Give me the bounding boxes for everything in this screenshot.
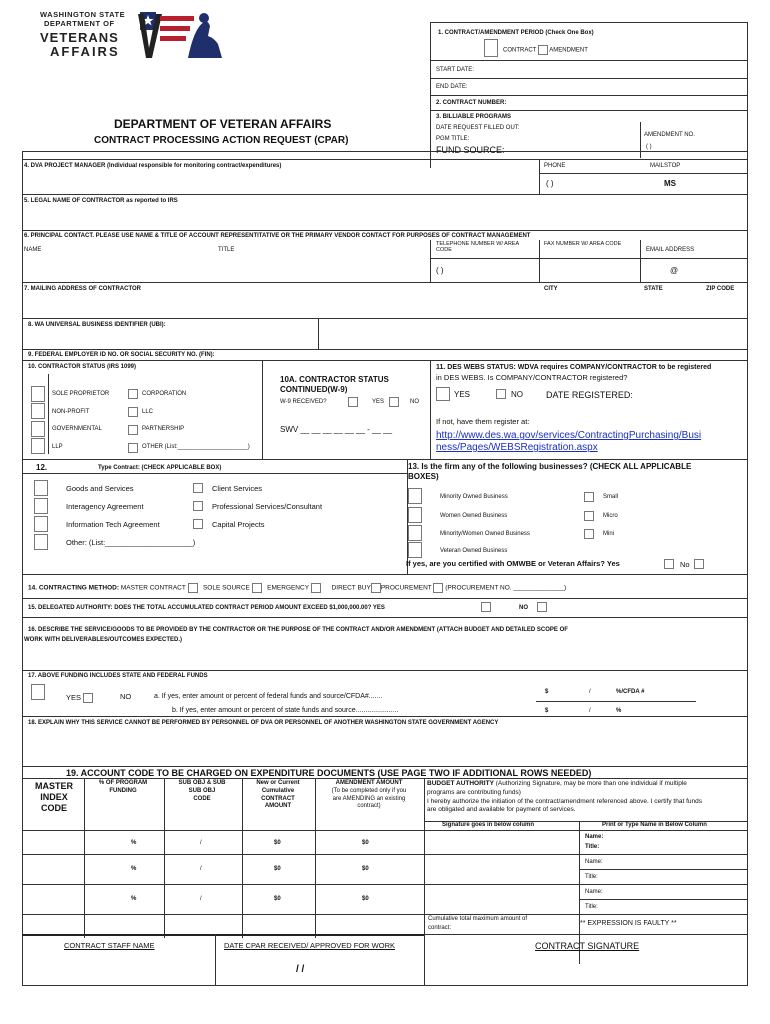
- budget-authority-text: BUDGET AUTHORITY (Authorizing Signature, may be more than one individual if multiple programs are contributing funds) I hereby authorize the initiation of the contract/amendment referenced above. I certify that funds are obligated and available for payment of services.: [427, 780, 702, 814]
- swv-field[interactable]: SWV __ __ __ __ __ __ - __ __: [280, 425, 393, 434]
- billable-programs-label: 3. BILLIABLE PROGRAMS: [436, 114, 512, 120]
- email-label: EMAIL ADDRESS: [646, 247, 695, 253]
- other-status-label: OTHER (List:_____________________): [142, 444, 250, 450]
- logo-line1: WASHINGTON STATE: [40, 10, 126, 19]
- delegated-no-checkbox[interactable]: [537, 602, 547, 612]
- federal-dollar: $: [545, 689, 549, 695]
- s10-label: 10. CONTRACTOR STATUS (IRS 1099): [28, 364, 137, 370]
- llc-label: LLC: [142, 409, 154, 415]
- minority-owned-checkbox[interactable]: [408, 488, 422, 504]
- s13-label1: 13. Is the firm any of the following businesses? (CHECK ALL APPLICABLE: [408, 462, 692, 471]
- s1-label: 1. CONTRACT/AMENDMENT PERIOD (Check One Box): [438, 30, 594, 36]
- s17-label: 17. ABOVE FUNDING INCLUDES STATE AND FEDERAL FUNDS: [28, 673, 208, 679]
- row3-slash[interactable]: /: [200, 896, 202, 902]
- contract-signature-label: CONTRACT SIGNATURE: [535, 941, 640, 951]
- s10a-title1: 10A. CONTRACTOR STATUS: [280, 375, 389, 384]
- amendment-checkbox[interactable]: [538, 45, 548, 55]
- s17-b-label: b. If yes, enter amount or percent of state funds and source......................: [172, 707, 399, 714]
- s13-label2: BOXES): [408, 472, 439, 481]
- state-label: STATE: [644, 286, 663, 292]
- des-no-checkbox[interactable]: [496, 389, 506, 399]
- s11-label1: 11. DES WEBS STATUS: WDVA requires COMPANY/CONTRACTOR to be registered: [436, 364, 712, 371]
- row3-pct[interactable]: %: [131, 896, 137, 902]
- cum-amount-header: New or Current Cumulative CONTRACT AMOUNT: [256, 780, 300, 810]
- women-owned-checkbox[interactable]: [408, 507, 422, 523]
- w9-no-label: NO: [410, 399, 419, 405]
- page-subtitle: CONTRACT PROCESSING ACTION REQUEST (CPAR): [94, 135, 349, 146]
- s17-no: NO: [120, 692, 132, 701]
- funding-yes-checkbox[interactable]: [83, 693, 93, 703]
- women-owned-label: Women Owned Business: [440, 513, 508, 519]
- nonprofit-label: NON-PROFIT: [52, 409, 90, 415]
- city-label: CITY: [544, 286, 558, 292]
- contact-name-label: NAME: [24, 247, 42, 253]
- mailstop-label: MAILSTOP: [650, 163, 681, 169]
- pm-phone-field[interactable]: ( ): [546, 179, 554, 188]
- fax-label: FAX NUMBER W/ AREA CODE: [544, 241, 622, 247]
- minority-owned-label: Minority Owned Business: [440, 494, 508, 500]
- sole-source-checkbox[interactable]: [252, 583, 262, 593]
- row1-name[interactable]: Name:: [585, 834, 604, 840]
- veteran-owned-checkbox[interactable]: [408, 542, 422, 558]
- s15-label: 15. DELEGATED AUTHORITY: DOES THE TOTAL ACCUMULATED CONTRACT PERIOD AMOUNT EXCEED $1,000,000.00? YES: [28, 605, 385, 611]
- s18-label: 18. EXPLAIN WHY THIS SERVICE CANNOT BE PERFORMED BY PERSONNEL OF DVA OR PERSONNEL OF ANOTHER WASHINGTON STATE GOVERNMENT AGENCY: [28, 720, 499, 726]
- date-registered-label: DATE REGISTERED:: [546, 390, 633, 400]
- des-webs-link-line2[interactable]: ness/Pages/WEBSRegistration.aspx: [436, 442, 598, 453]
- client-services-checkbox[interactable]: [193, 483, 203, 493]
- row2-pct[interactable]: %: [131, 866, 137, 872]
- s9-label: 9. FEDERAL EMPLOYER ID NO. OR SOCIAL SECURITY NO. (FIN):: [28, 352, 215, 358]
- row3-amend[interactable]: $0: [362, 896, 369, 902]
- other-contract-checkbox[interactable]: [34, 534, 48, 550]
- professional-services-checkbox[interactable]: [193, 501, 203, 511]
- amendment-no-label: AMENDMENT NO.: [644, 132, 695, 138]
- logo-line4: AFFAIRS: [50, 44, 120, 59]
- professional-services-label: Professional Services/Consultant: [212, 502, 323, 511]
- federal-slash: /: [589, 689, 591, 695]
- other-status-checkbox[interactable]: [128, 443, 138, 453]
- row1-cum[interactable]: $0: [274, 840, 281, 846]
- s11-label2: in DES WEBS. Is COMPANY/CONTRACTOR registered?: [436, 373, 628, 382]
- row1-slash[interactable]: /: [200, 840, 202, 846]
- s17-yes: YES: [66, 693, 93, 703]
- w9-yes-label: YES: [372, 399, 385, 405]
- w9-yes-checkbox[interactable]: [348, 397, 358, 407]
- s6-label: 6. PRINCIPAL CONTACT. PLEASE USE NAME & TITLE OF ACCOUNT REPRESENTITATIVE OR THE PRIMARY VENDOR CONTACT FOR PURPOSES OF CONTRACT MANAGEMENT: [24, 233, 531, 239]
- s10a-title2: CONTINUED(W-9): [280, 385, 348, 394]
- mini-label: Mini: [603, 531, 615, 537]
- nonprofit-checkbox[interactable]: [31, 403, 45, 419]
- small-checkbox[interactable]: [584, 492, 594, 502]
- expression-faulty: ** EXPRESSION IS FAULTY **: [580, 920, 677, 927]
- s16-label2: WORK WITH DELIVERABLES/OUTCOMES EXPECTED.): [24, 637, 183, 643]
- contract-option: CONTRACT AMENDMENT: [503, 45, 588, 55]
- micro-checkbox[interactable]: [584, 511, 594, 521]
- micro-label: Micro: [603, 513, 618, 519]
- row1-title[interactable]: Title:: [585, 844, 600, 850]
- tel-label: TELEPHONE NUMBER W/ AREA CODE: [436, 241, 519, 254]
- omwbe-no-checkbox[interactable]: [694, 559, 704, 569]
- s19-title: 19. ACCOUNT CODE TO BE CHARGED ON EXPENDITURE DOCUMENTS (USE PAGE TWO IF ADDITIONAL ROWS NEEDED): [66, 768, 592, 778]
- omwbe-no-label: No: [680, 560, 690, 569]
- s17-a-label: a. If yes, enter amount or percent of federal funds and source/CFDA#.......: [154, 693, 383, 700]
- s15-no: NO: [519, 605, 528, 611]
- veteran-owned-label: Veteran Owned Business: [440, 548, 508, 554]
- emergency-checkbox[interactable]: [311, 583, 321, 593]
- it-agreement-checkbox[interactable]: [34, 516, 48, 532]
- signature-column-header: Signature goes in below column: [442, 822, 535, 828]
- pct-program-header: % OF PROGRAM FUNDING: [98, 780, 148, 794]
- minority-women-checkbox[interactable]: [408, 525, 422, 541]
- sub-obj-header: SUB OBJ & SUB SUB OBJ CODE: [178, 780, 226, 802]
- row2-amend[interactable]: $0: [362, 866, 369, 872]
- date-request-label: DATE REQUEST FILLED OUT:: [436, 125, 520, 131]
- state-pct: %: [616, 708, 622, 714]
- direct-buy-checkbox[interactable]: [371, 583, 381, 593]
- corporation-checkbox[interactable]: [128, 389, 138, 399]
- contract-staff-label: CONTRACT STAFF NAME: [64, 941, 155, 950]
- des-no-label: NO: [511, 390, 523, 399]
- sole-proprietor-checkbox[interactable]: [31, 386, 45, 402]
- partnership-label: PARTNERSHIP: [142, 426, 185, 432]
- w9-received-label: W-9 RECEIVED?: [280, 399, 327, 405]
- contract-period-checkbox[interactable]: [484, 39, 498, 57]
- other-contract-label: Other: (List:_____________________): [66, 538, 196, 547]
- mailstop-field[interactable]: MS: [664, 179, 676, 188]
- row2-title[interactable]: Title:: [585, 874, 598, 880]
- s4-label: 4. DVA PROJECT MANAGER (Individual responsible for monitoring contract/expenditures): [24, 163, 282, 169]
- cum-total-label-2: contract:: [428, 925, 452, 931]
- s12-num: 12.: [36, 463, 48, 472]
- logo-line3: VETERANS: [40, 30, 119, 45]
- client-services-label: Client Services: [212, 484, 263, 493]
- corporation-label: CORPORATION: [142, 391, 187, 397]
- zip-label: ZIP CODE: [706, 286, 735, 292]
- row1-pct[interactable]: %: [131, 840, 137, 846]
- contact-phone-field[interactable]: ( ): [436, 266, 444, 275]
- procurement-checkbox[interactable]: [433, 583, 443, 593]
- mini-checkbox[interactable]: [584, 529, 594, 539]
- end-date-label: END DATE:: [436, 84, 468, 90]
- s7-label: 7. MAILING ADDRESS OF CONTRACTOR: [24, 286, 142, 292]
- row2-name[interactable]: Name:: [585, 859, 603, 865]
- logo-line2: DEPARTMENT OF: [44, 19, 115, 28]
- amendment-no-field[interactable]: ( ): [646, 144, 652, 150]
- s12-label: Type Contract: (CHECK APPLICABLE BOX): [98, 465, 222, 471]
- omwbe-yes-checkbox[interactable]: [664, 559, 674, 569]
- small-label: Small: [603, 494, 619, 500]
- date-approved-field[interactable]: / /: [296, 964, 305, 975]
- master-index-header: MASTER INDEX CODE: [35, 781, 73, 813]
- w9-no-checkbox[interactable]: [389, 397, 399, 407]
- start-date-label: START DATE:: [436, 67, 474, 73]
- phone-label: PHONE: [544, 163, 566, 169]
- it-agreement-label: Information Tech Agreement: [66, 520, 160, 529]
- state-slash: /: [589, 708, 591, 714]
- contact-email-field[interactable]: @: [670, 266, 679, 275]
- delegated-yes-checkbox[interactable]: [481, 602, 491, 612]
- minority-women-label: Minority/Women Owned Business: [440, 531, 530, 537]
- funding-checkbox[interactable]: [31, 684, 45, 700]
- llp-label: LLP: [52, 444, 63, 450]
- des-yes-checkbox[interactable]: [436, 387, 450, 401]
- capital-projects-label: Capital Projects: [212, 520, 265, 529]
- goods-services-label: Goods and Services: [66, 484, 134, 493]
- date-received-label: DATE CPAR RECEIVED/ APPROVED FOR WORK: [224, 941, 395, 950]
- interagency-checkbox[interactable]: [34, 498, 48, 514]
- sole-proprietor-label: SOLE PROPRIETOR: [52, 391, 110, 397]
- llc-checkbox[interactable]: [128, 407, 138, 417]
- row2-cum[interactable]: $0: [274, 866, 281, 872]
- pgm-title-label: PGM TITLE:: [436, 136, 470, 142]
- fund-source-label: FUND SOURCE:: [436, 145, 505, 155]
- cum-total-label-1: Cumulative total maximum amount of: [428, 916, 528, 922]
- goods-services-checkbox[interactable]: [34, 480, 48, 496]
- governmental-checkbox[interactable]: [31, 421, 45, 437]
- contract-number-label: 2. CONTRACT NUMBER:: [436, 100, 507, 106]
- row1-amend[interactable]: $0: [362, 840, 369, 846]
- row3-title[interactable]: Title:: [585, 904, 598, 910]
- interagency-label: Interagency Agreement: [66, 502, 144, 511]
- partnership-checkbox[interactable]: [128, 425, 138, 435]
- state-dollar: $: [545, 708, 549, 714]
- s16-label1: 16. DESCRIBE THE SERVICE/GOODS TO BE PROVIDED BY THE CONTRACTOR OR THE PURPOSE OF THE CONTRACT AND/OR AMENDMENT (ATTACH BUDGET AND DETAILED SCOPE OF: [28, 627, 568, 633]
- not-registered-label: If not, have them register at:: [436, 417, 530, 426]
- print-name-column-header: Print or Type Name in Below Column: [602, 822, 707, 828]
- omwbe-question: If yes, are you certified with OMWBE or Veteran Affairs? Yes: [406, 559, 620, 568]
- row3-cum[interactable]: $0: [274, 896, 281, 902]
- governmental-label: GOVERNMENTAL: [52, 426, 102, 432]
- s5-label: 5. LEGAL NAME OF CONTRACTOR as reported to IRS: [24, 198, 178, 204]
- des-webs-link-line1[interactable]: http://www.des.wa.gov/services/ContractingPurchasing/Busi: [436, 430, 702, 441]
- des-yes-label: YES: [454, 390, 471, 399]
- cfda-label: %/CFDA #: [616, 689, 645, 695]
- row3-name[interactable]: Name:: [585, 889, 603, 895]
- amendment-amount-header: AMENDMENT AMOUNT (To be completed only if you are AMENDING an existing contract): [331, 780, 407, 810]
- master-contract-checkbox[interactable]: [188, 583, 198, 593]
- capital-projects-checkbox[interactable]: [193, 519, 203, 529]
- s8-label: 8. WA UNIVERSAL BUSINESS IDENTIFIER (UBI):: [28, 322, 166, 328]
- llp-checkbox[interactable]: [31, 438, 45, 454]
- cpar-form: [22, 19, 748, 986]
- contact-title-label: TITLE: [218, 247, 235, 253]
- row2-slash[interactable]: /: [200, 866, 202, 872]
- s14-row: 14. CONTRACTING METHOD: MASTER CONTRACT SOLE SOURCE EMERGENCY DIRECT BUY PROCUREMENT (PROCUREMENT NO. ______________): [28, 584, 567, 592]
- page-title: DEPARTMENT OF VETERAN AFFAIRS: [114, 117, 332, 131]
